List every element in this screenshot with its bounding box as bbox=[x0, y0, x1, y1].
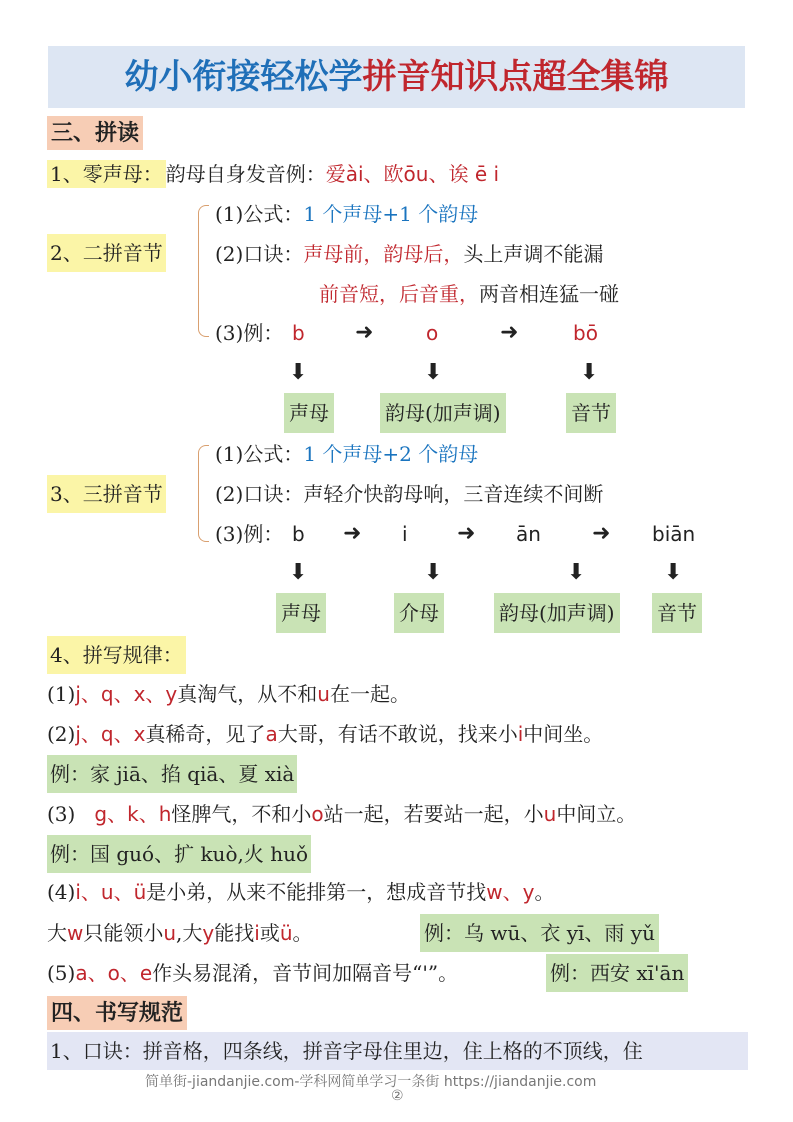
rule-1-letters: j、q、x、y bbox=[75, 682, 178, 706]
rule-4b-text-1: 大 bbox=[47, 921, 67, 945]
rule-2 bbox=[47, 715, 603, 753]
rule-3-mid: 站一起，若要站一起，小 bbox=[323, 802, 544, 826]
item-3-example-b: b bbox=[292, 522, 305, 546]
rule-4-prefix: (4) bbox=[47, 880, 76, 904]
item-1-text: 韵母自身发音例： bbox=[165, 162, 326, 186]
item-3-example-bian: biān bbox=[652, 522, 696, 546]
item-4-label: 4、拼写规律： bbox=[47, 636, 186, 674]
item-2-example-prefix: (3)例： bbox=[215, 321, 284, 345]
item-3-down-arrow-1: ⬇ bbox=[289, 560, 308, 585]
item-2-rhyme-rest-1: 头上声调不能漏 bbox=[463, 242, 604, 266]
item-3-box-syllable: 音节 bbox=[652, 593, 702, 633]
rule-5 bbox=[47, 954, 458, 992]
rule-2-end: 中间坐。 bbox=[523, 722, 604, 746]
rule-2-text: 真稀奇，见了 bbox=[145, 722, 266, 746]
rule-4-wy: w、y bbox=[486, 880, 535, 904]
rule-4b-y: y bbox=[202, 921, 215, 945]
rule-4b-text-3: ,大 bbox=[176, 921, 203, 945]
item-3-box-final: 韵母(加声调) bbox=[494, 593, 620, 633]
rule-4-continued bbox=[47, 914, 313, 952]
rule-3-prefix: (3) bbox=[47, 802, 76, 826]
item-2-rhyme-prefix: (2)口诀： bbox=[215, 242, 304, 266]
rule-4b-u: u bbox=[163, 921, 177, 945]
item-2-rhyme-rest-2: 两音相连猛一碰 bbox=[479, 282, 619, 306]
rule-1-end: 在一起。 bbox=[329, 682, 410, 706]
rule-1 bbox=[47, 675, 410, 713]
item-2-example-o: o bbox=[426, 321, 439, 345]
rule-3-text: 怪脾气，不和小 bbox=[171, 802, 312, 826]
rule-5-prefix: (5) bbox=[47, 961, 76, 985]
rule-4b-u-umlaut: ü bbox=[279, 921, 293, 945]
item-2-formula-text: 1 个声母+1 个韵母 bbox=[303, 202, 479, 226]
item-3-formula-prefix: (1)公式： bbox=[215, 442, 304, 466]
rule-3-letters: g、k、h bbox=[94, 802, 172, 826]
title-part-2: 拼音知识点超全集锦 bbox=[362, 57, 669, 97]
item-2-right-arrow-1: ➜ bbox=[355, 320, 374, 345]
item-3-label: 3、三拼音节 bbox=[47, 475, 166, 513]
rule-4b-text-4: 能找 bbox=[214, 921, 255, 945]
item-2-down-arrow-1: ⬇ bbox=[289, 360, 308, 385]
item-2-example-bo: bō bbox=[573, 321, 598, 345]
item-1-examples: 爱ài、欧ōu、诶 ē i bbox=[325, 162, 500, 186]
rule-3-o: o bbox=[311, 802, 324, 826]
rule-4-example: 例：乌 wū、衣 yī、雨 yǔ bbox=[420, 914, 659, 952]
rule-1-u: u bbox=[317, 682, 330, 706]
item-2-rhyme-1 bbox=[215, 235, 603, 273]
rule-4b-w: w bbox=[67, 921, 84, 945]
item-2-rhyme-red-1: 声母前，韵母后， bbox=[303, 242, 464, 266]
rule-4b-text-6: 。 bbox=[292, 921, 313, 945]
item-3-brace bbox=[198, 445, 209, 542]
title-banner bbox=[48, 46, 745, 108]
rule-2-letters: j、q、x bbox=[75, 722, 146, 746]
writing-rule-1: 1、口诀：拼音格，四条线，拼音字母住里边，住上格的不顶线，住 bbox=[47, 1032, 748, 1070]
item-2-right-arrow-2: ➜ bbox=[500, 320, 519, 345]
item-2-down-arrow-3: ⬇ bbox=[580, 360, 599, 385]
rule-3 bbox=[47, 795, 636, 833]
rule-4 bbox=[47, 873, 554, 911]
title-part-1: 幼小衔接轻松学 bbox=[124, 57, 363, 97]
page-number: ② bbox=[391, 1088, 404, 1104]
item-3-example-an: ān bbox=[516, 522, 541, 546]
rule-4b-i: i bbox=[254, 921, 260, 945]
rule-4b-text-5: 或 bbox=[259, 921, 280, 945]
item-2-rhyme-red-2: 前音短，后音重， bbox=[319, 282, 479, 306]
rule-2-i: i bbox=[517, 722, 524, 746]
item-3-rhyme-text: 声轻介快韵母响，三音连续不间断 bbox=[303, 482, 604, 506]
rule-1-prefix: (1) bbox=[47, 682, 76, 706]
item-3-example-prefix: (3)例： bbox=[215, 522, 284, 546]
item-3-formula bbox=[215, 435, 478, 473]
rule-5-example: 例：西安 xī'ān bbox=[546, 954, 688, 992]
rule-4-letters: i、u、ü bbox=[75, 880, 147, 904]
item-1-label: 1、零声母： bbox=[47, 160, 166, 188]
item-2-box-initial: 声母 bbox=[284, 393, 334, 433]
rule-2-prefix: (2) bbox=[47, 722, 76, 746]
item-2-box-final: 韵母(加声调) bbox=[380, 393, 506, 433]
item-3-right-arrow-3: ➜ bbox=[592, 521, 611, 546]
item-1-row bbox=[47, 155, 499, 193]
item-2-brace bbox=[198, 205, 209, 337]
item-3-down-arrow-2: ⬇ bbox=[424, 560, 443, 585]
rule-1-text: 真淘气，从不和 bbox=[177, 682, 318, 706]
item-3-rhyme-prefix: (2)口诀： bbox=[215, 482, 304, 506]
item-3-box-medial: 介母 bbox=[394, 593, 444, 633]
item-2-box-syllable: 音节 bbox=[566, 393, 616, 433]
section-4-heading: 四、书写规范 bbox=[47, 996, 187, 1030]
item-2-label: 2、二拼音节 bbox=[47, 234, 166, 272]
item-2-example-b: b bbox=[292, 321, 305, 345]
rule-4-text: 是小弟，从来不能排第一，想成音节找 bbox=[146, 880, 487, 904]
rule-5-text: 作头易混淆，音节间加隔音号“'”。 bbox=[152, 961, 459, 985]
item-2-down-arrow-2: ⬇ bbox=[424, 360, 443, 385]
footer-text: 简单街-jiandanjie.com-学科网简单学习一条街 https://jiandanjie.com bbox=[145, 1074, 597, 1090]
item-3-example-i: i bbox=[402, 522, 408, 546]
rule-3-end: 中间立。 bbox=[556, 802, 637, 826]
item-3-down-arrow-4: ⬇ bbox=[664, 560, 683, 585]
item-2-formula-prefix: (1)公式： bbox=[215, 202, 304, 226]
section-3-heading: 三、拼读 bbox=[47, 116, 143, 150]
item-2-rhyme-2 bbox=[319, 275, 619, 313]
rule-3-u: u bbox=[543, 802, 557, 826]
rule-2-example: 例：家 jiā、掐 qiā、夏 xià bbox=[47, 755, 297, 793]
item-2-formula bbox=[215, 195, 478, 233]
rule-2-a: a bbox=[265, 722, 278, 746]
item-3-formula-text: 1 个声母+2 个韵母 bbox=[303, 442, 479, 466]
rule-2-mid: 大哥，有话不敢说，找来小 bbox=[277, 722, 518, 746]
item-3-right-arrow-2: ➜ bbox=[457, 521, 476, 546]
item-3-right-arrow-1: ➜ bbox=[343, 521, 362, 546]
item-3-down-arrow-3: ⬇ bbox=[567, 560, 586, 585]
rule-3-example: 例：国 guó、扩 kuò,火 huǒ bbox=[47, 835, 311, 873]
item-3-rhyme bbox=[215, 475, 603, 513]
item-3-box-initial: 声母 bbox=[276, 593, 326, 633]
rule-4b-text-2: 只能领小 bbox=[83, 921, 164, 945]
rule-4-end: 。 bbox=[534, 880, 555, 904]
page-title bbox=[48, 46, 745, 108]
rule-5-letters: a、o、e bbox=[75, 961, 153, 985]
